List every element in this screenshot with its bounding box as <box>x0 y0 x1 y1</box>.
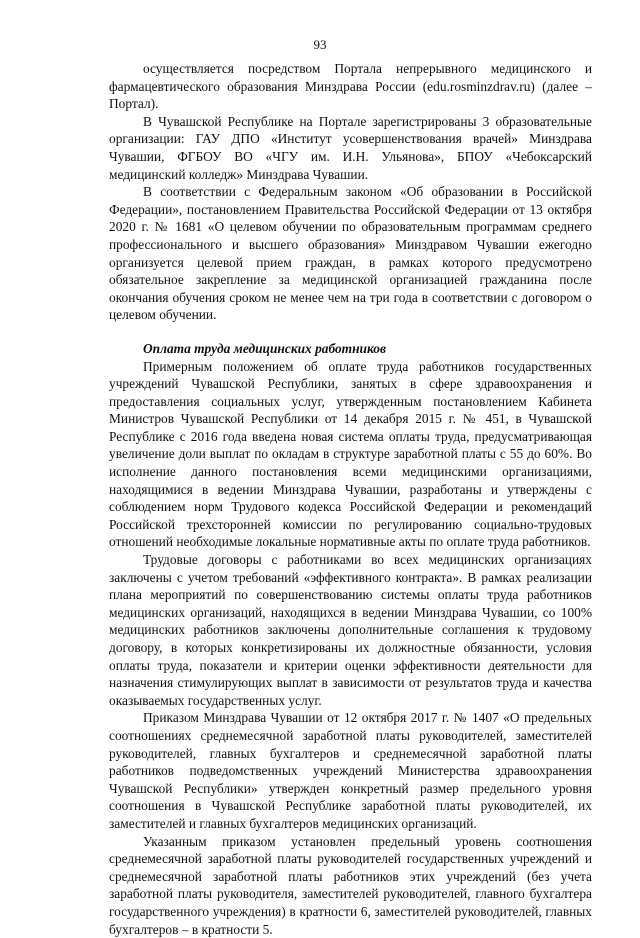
section-heading: Оплата труда медицинских работников <box>143 340 386 356</box>
page-content <box>109 60 592 938</box>
paragraph-portal: осуществляется посредством Портала непрерывного медицинского и фармацевтического образования Минздрава России (edu.rosminzdrav.ru) (далее – Портал). <box>109 61 592 112</box>
paragraph-effective-contract: Трудовые договоры с работниками во всех медицинских организациях заключены с учетом требований «эффективного контракта». В рамках реализации плана мероприятий по совершенствованию системы оплаты труда работников медицинских организаций, находящихся в ведении Минздрава Чувашии, со 100% медицинских работников заключены дополнительные соглашения к трудовому договору, в которых конкретизированы их должностные обязанности, условия оплаты труда, показатели и критерии оценки эффективности деятельности для назначения стимулирующих выплат в зависимости от результатов труда и качества оказываемых государственных услуг. <box>109 552 592 708</box>
paragraph-targeted-training: В соответствии с Федеральным законом «Об образовании в Российской Федерации», постановлением Правительства Российской Федерации от 13 октября 2020 г. № 1681 «О целевом обучении по образовательным программам среднего профессионального и высшего образования» Минздравом Чувашии ежегодно организуется целевой прием граждан, в рамках которого предусмотрено обязательное закрепление за медицинской организацией гражданина после окончания обучения сроком не менее чем на три года в соответствии с договором о целевом обучении. <box>109 184 592 323</box>
paragraph-order-1407: Приказом Минздрава Чувашии от 12 октября 2017 г. № 1407 «О предельных соотношениях среднемесячной заработной платы руководителей, заместителей руководителей, главных бухгалтеров и среднемесячной заработной платы работников подведомственных учреждений Министерства здравоохранения Чувашской Республики» утвержден конкретный размер предельного уровня соотношения в Чувашской Республике заработной платы руководителей, их заместителей и главных бухгалтеров медицинских организаций. <box>109 710 592 831</box>
page-number: 93 <box>313 37 327 52</box>
paragraph-salary-ratio: Указанным приказом установлен предельный уровень соотношения среднемесячной заработной платы руководителей государственных учреждений и среднемесячной заработной платы работников этих учреждений (без учета заработной платы руководителя, заместителей руководителей, главного бухгалтера государственного учреждения) в кратности 6, заместителей руководителей, главных бухгалтеров – в кратности 5. <box>109 833 592 937</box>
paragraph-pay-regulation: Примерным положением об оплате труда работников государственных учреждений Чувашской Республики, занятых в сфере здравоохранения и предоставления социальных услуг, утвержденным постановлением Кабинета Министров Чувашской Республики от 14 декабря 2015 г. № 451, в Чувашской Республике с 2016 года введена новая система оплаты труда, предусматривающая увеличение доли выплат по окладам в структуре заработной платы с 55 до 60%. Во исполнение данного постановления всеми медицинскими организациями, находящимися в ведении Минздрава Чувашии, разработаны и утверждены с соблюдением норм Трудового кодекса Российской Федерации и рекомендаций Российской трехсторонней комиссии по регулированию социально-трудовых отношений необходимые локальные нормативные акты по оплате труда работников. <box>109 358 592 550</box>
paragraph-registered-organizations: В Чувашской Республике на Портале зарегистрированы 3 образовательные организации: ГАУ ДПО «Институт усовершенствования врачей» Минздрава Чувашии, ФГБОУ ВО «ЧГУ им. И.Н. Ульянова», БПОУ «Чебоксарский медицинский колледж» Минздрава Чувашии. <box>109 113 592 182</box>
